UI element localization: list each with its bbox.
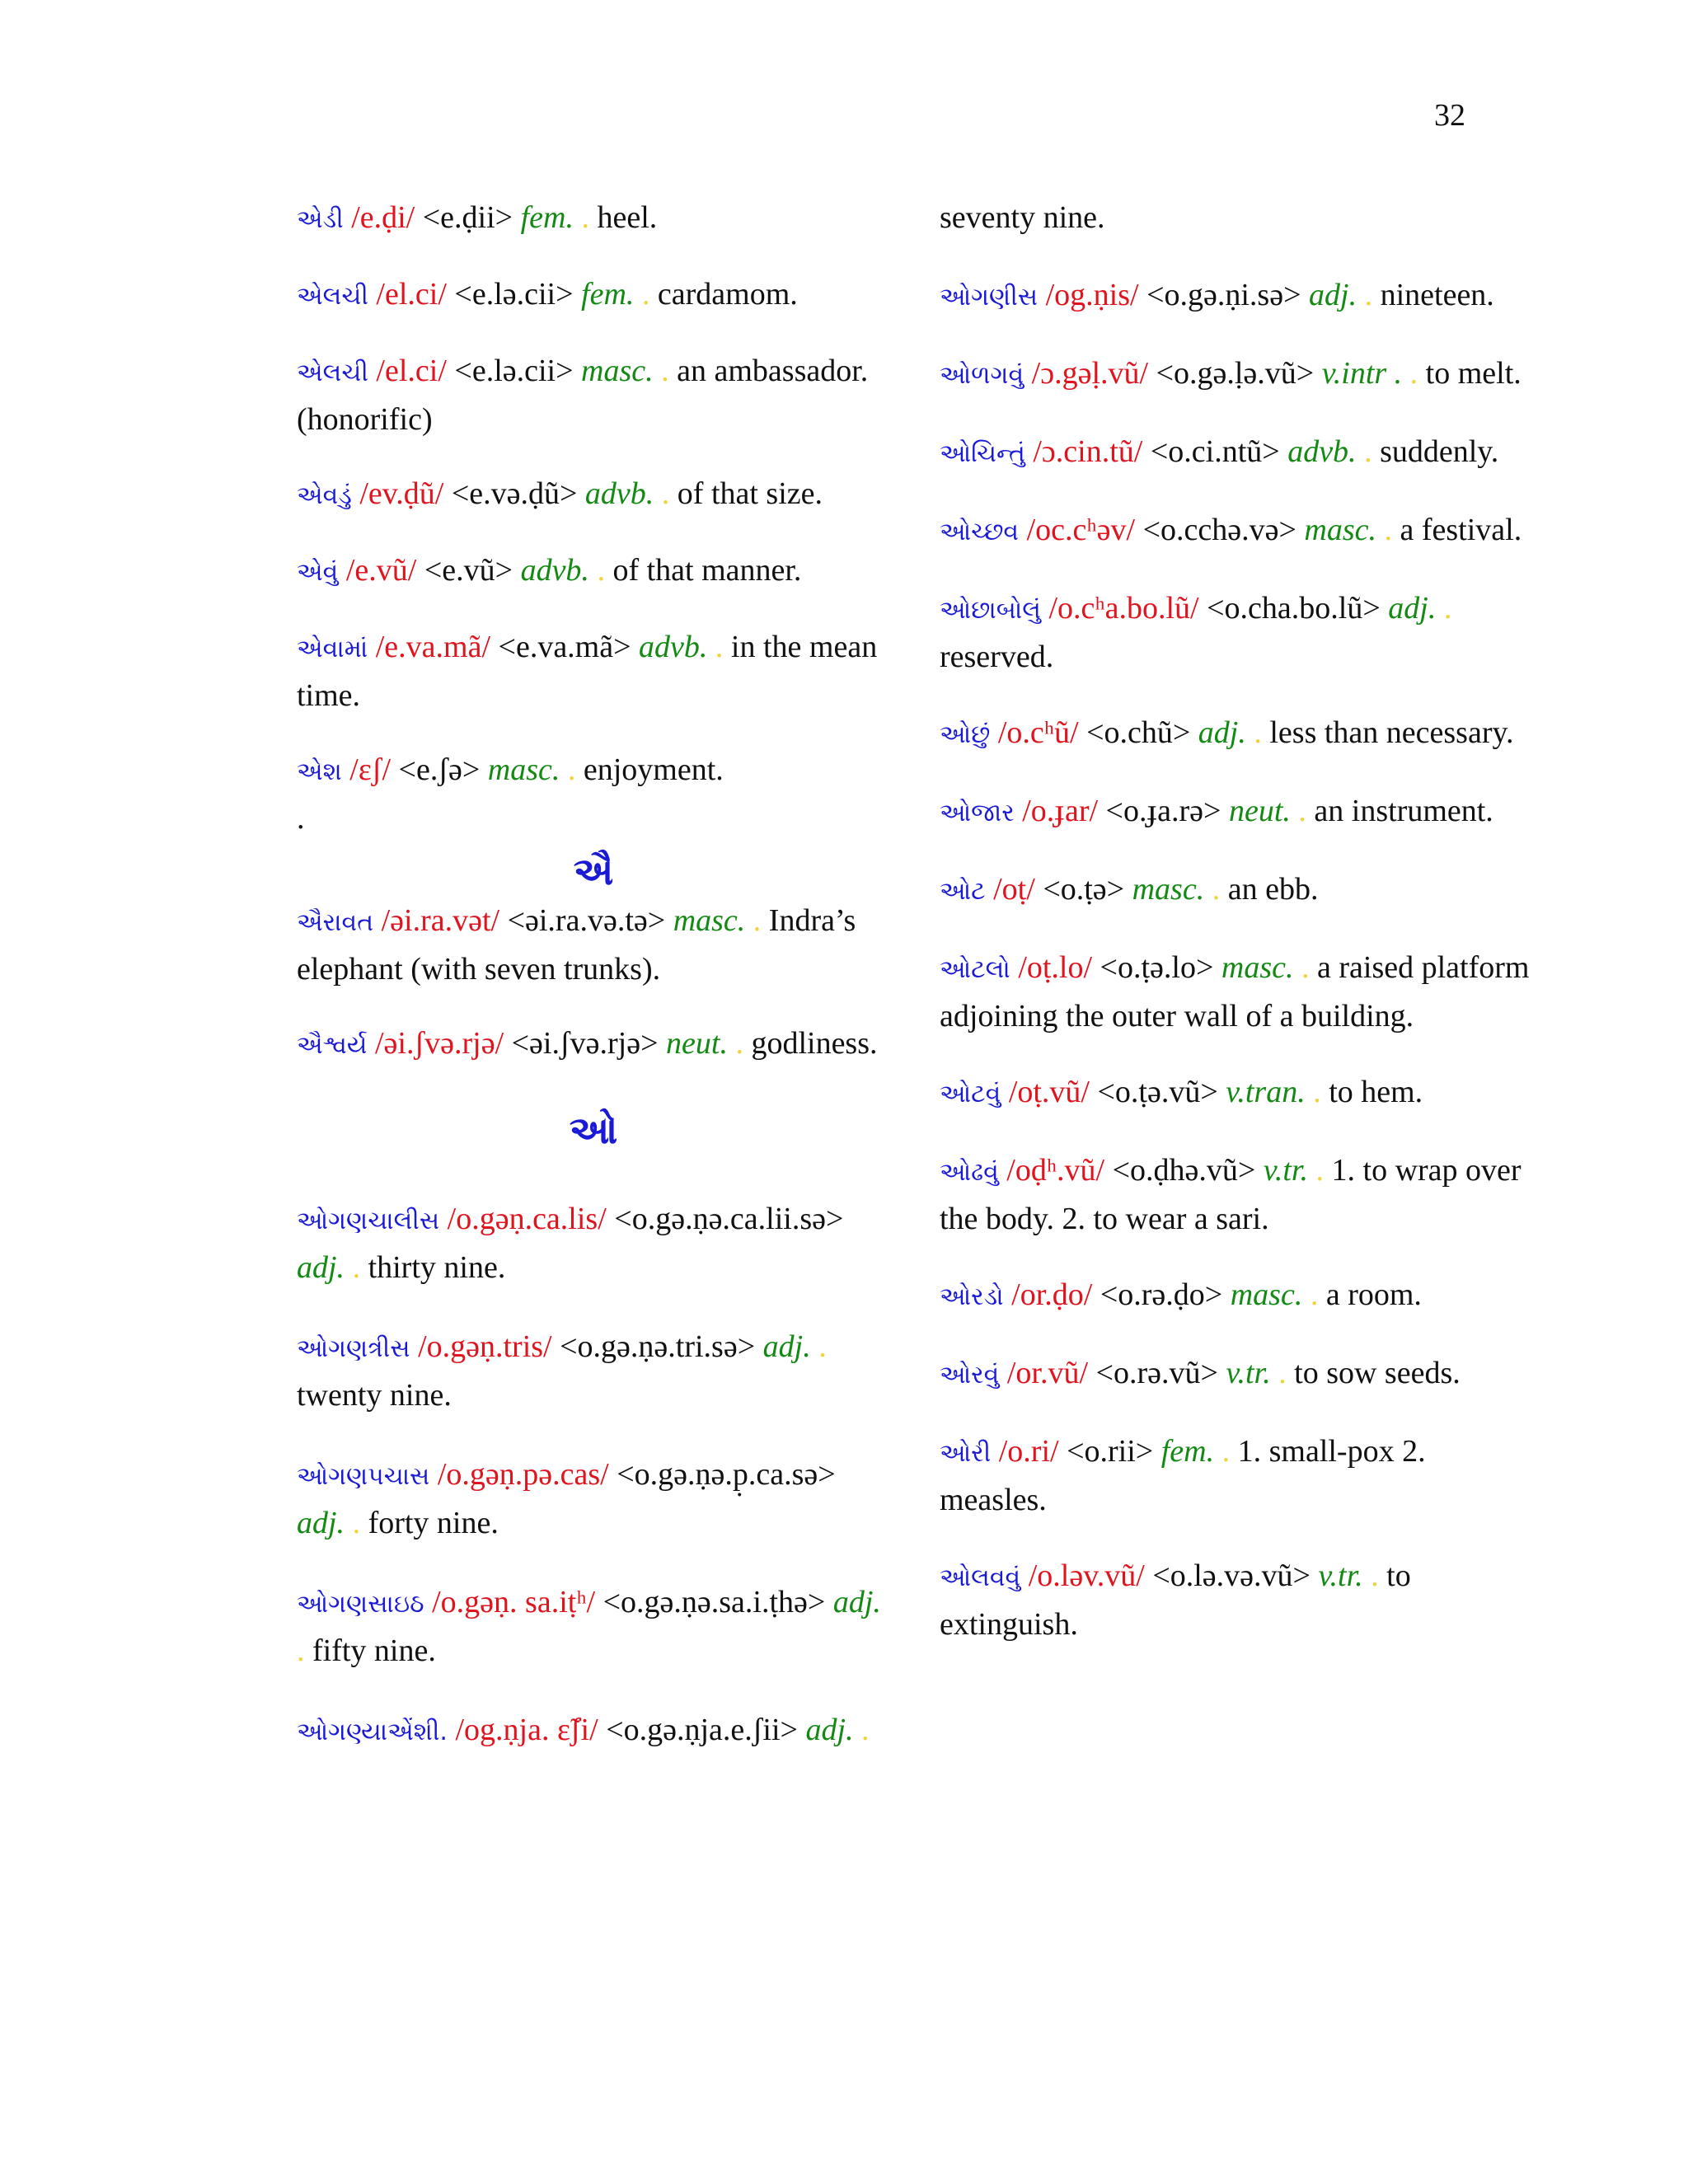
- transliteration: <o.cchə.və>: [1142, 513, 1296, 547]
- dictionary-entry: [297, 624, 890, 719]
- ai-entries: [297, 898, 890, 1069]
- definition: less than necessary.: [1269, 715, 1514, 750]
- transliteration: <o.gə.ṇi.sə>: [1146, 278, 1301, 312]
- part-of-speech: advb.: [1287, 434, 1357, 469]
- ipa-pronunciation: /og.ṇja. ɛ̃ʃi/: [455, 1713, 598, 1747]
- ipa-pronunciation: /oṭ/: [993, 872, 1035, 907]
- transliteration: <o.rii>: [1067, 1434, 1154, 1469]
- part-of-speech: neut.: [1228, 794, 1291, 828]
- definition: to extinguish.: [940, 1558, 1411, 1642]
- separator-dot: .: [352, 1250, 361, 1285]
- transliteration: <o.chũ>: [1086, 715, 1191, 750]
- part-of-speech: advb.: [639, 630, 708, 664]
- headword: ઓગણપચાસ: [297, 1462, 430, 1491]
- separator-dot: .: [1443, 591, 1452, 626]
- dictionary-entry: [940, 1147, 1533, 1242]
- part-of-speech: masc.: [1221, 950, 1294, 985]
- transliteration: <o.gə.ṇə.p̣.ca.sə>: [617, 1457, 836, 1492]
- separator-dot: .: [1212, 872, 1221, 907]
- transliteration: <o.gə.ṇə.tri.sə>: [560, 1329, 756, 1364]
- definition: nineteen.: [1380, 278, 1494, 312]
- definition: thirty nine.: [368, 1250, 506, 1285]
- separator-dot: .: [1254, 715, 1262, 750]
- headword: ઓટલો: [940, 955, 1010, 984]
- separator-dot: .: [297, 1633, 305, 1668]
- ipa-pronunciation: /oṭ.lo/: [1018, 950, 1093, 985]
- ipa-pronunciation: /el.ci/: [376, 354, 447, 388]
- stray-dot: .: [297, 801, 305, 836]
- headword: ઓજાર: [940, 799, 1015, 827]
- separator-dot: .: [661, 476, 670, 511]
- transliteration: <o.gə.ḷə.vũ>: [1156, 356, 1315, 391]
- separator-dot: .: [567, 752, 576, 787]
- transliteration: <o.gə.ṇə.sa.i.ṭhə>: [603, 1585, 826, 1619]
- transliteration: <e.ḍii>: [422, 200, 513, 235]
- dictionary-entry: [297, 1020, 890, 1069]
- dictionary-entry: [940, 1350, 1533, 1399]
- ipa-pronunciation: /o.ləv.vũ/: [1028, 1558, 1145, 1593]
- separator-dot: .: [1221, 1434, 1231, 1469]
- separator-dot: .: [1364, 278, 1373, 312]
- headword: ઓચિન્તું: [940, 439, 1025, 468]
- ipa-pronunciation: /ɛʃ/: [349, 752, 392, 787]
- headword: એડી: [297, 205, 344, 234]
- separator-dot: .: [352, 1506, 361, 1540]
- ipa-pronunciation: /o.ɟar/: [1022, 794, 1099, 828]
- separator-dot: .: [1313, 1075, 1321, 1109]
- headword: ઓઢવું: [940, 1158, 999, 1187]
- definition: to hem.: [1329, 1075, 1423, 1109]
- separator-dot: .: [818, 1329, 827, 1364]
- dictionary-entry: [940, 710, 1533, 758]
- definition: 1. small-pox 2. measles.: [940, 1434, 1426, 1517]
- dictionary-entry: [297, 747, 890, 795]
- headword: એલચી: [297, 282, 368, 311]
- definition: suddenly.: [1380, 434, 1499, 469]
- part-of-speech: masc.: [487, 752, 560, 787]
- separator-dot: .: [581, 200, 589, 235]
- part-of-speech: fem.: [520, 200, 574, 235]
- ipa-pronunciation: /e.va.mã/: [375, 630, 491, 664]
- definition: godliness.: [751, 1026, 878, 1061]
- separator-dot: .: [1409, 356, 1418, 391]
- ipa-pronunciation: /əi.ʃvə.rjə/: [374, 1026, 504, 1061]
- definition: cardamom.: [657, 277, 798, 312]
- dictionary-entry: [297, 271, 890, 320]
- headword: ઓચ્છવ: [940, 518, 1020, 546]
- dictionary-entry: [297, 1707, 890, 1755]
- dictionary-entry: [297, 1324, 890, 1418]
- definition: of that manner.: [612, 553, 802, 588]
- separator-dot: .: [1298, 794, 1306, 828]
- definition: enjoyment.: [583, 752, 724, 787]
- transliteration: <o.cha.bo.lũ>: [1207, 591, 1381, 626]
- dictionary-entry: [940, 272, 1533, 321]
- definition: heel.: [597, 200, 658, 235]
- ipa-pronunciation: /e.ḍi/: [351, 200, 415, 235]
- part-of-speech: masc.: [1304, 513, 1376, 547]
- dictionary-entry: [297, 547, 890, 596]
- continued-definition: seventy nine.: [940, 200, 1105, 235]
- transliteration: <o.lə.və.vũ>: [1152, 1558, 1311, 1593]
- dictionary-entry: [940, 350, 1533, 399]
- headword: ઓગણત્રીસ: [297, 1334, 410, 1363]
- dictionary-entry: [297, 1196, 890, 1291]
- transliteration: <e.və.ḍũ>: [451, 476, 578, 511]
- headword: એવડું: [297, 481, 352, 510]
- ipa-pronunciation: /og.ṇis/: [1045, 278, 1139, 312]
- dictionary-entry: [940, 1069, 1533, 1118]
- dictionary-entry: [297, 471, 890, 519]
- dictionary-entry: [940, 585, 1533, 680]
- separator-dot: .: [1315, 1153, 1325, 1188]
- headword: ઐરાવત: [297, 908, 374, 937]
- part-of-speech: adj.: [1198, 715, 1246, 750]
- headword: ઓછું: [940, 720, 991, 749]
- part-of-speech: adj.: [832, 1585, 881, 1619]
- dictionary-entry: [940, 1272, 1533, 1320]
- part-of-speech: advb.: [584, 476, 654, 511]
- transliteration: <o.gə.ṇja.e.ʃii>: [606, 1713, 798, 1747]
- headword: ઓરી: [940, 1439, 992, 1468]
- ipa-pronunciation: /ɔ.gəḷ.vũ/: [1031, 356, 1149, 391]
- transliteration: <o.gə.ṇə.ca.lii.sə>: [614, 1202, 844, 1236]
- part-of-speech: neut.: [666, 1026, 728, 1061]
- definition: in the mean time.: [297, 630, 878, 713]
- dictionary-entry: [297, 1579, 890, 1674]
- separator-dot: .: [861, 1713, 870, 1747]
- page-number: 32: [1434, 98, 1465, 133]
- definition: of that size.: [677, 476, 823, 511]
- ipa-pronunciation: /oc.cʰəv/: [1026, 513, 1136, 547]
- definition: forty nine.: [368, 1506, 499, 1540]
- part-of-speech: masc.: [581, 354, 654, 388]
- right-column: [940, 194, 1533, 1677]
- part-of-speech: v.intr .: [1321, 356, 1403, 391]
- definition: 1. to wrap over the body. 2. to wear a sari.: [940, 1153, 1522, 1236]
- transliteration: <o.ṭə.lo>: [1100, 950, 1214, 985]
- dictionary-entry: [297, 898, 890, 992]
- dictionary-entry: [297, 194, 890, 243]
- definition: an ebb.: [1227, 872, 1319, 907]
- headword: એલચી: [297, 359, 368, 387]
- transliteration: <e.vũ>: [424, 553, 513, 588]
- part-of-speech: masc.: [673, 903, 746, 938]
- headword: ઓછાબોલું: [940, 596, 1041, 625]
- part-of-speech: adj.: [1309, 278, 1357, 312]
- definition: a festival.: [1400, 513, 1522, 547]
- transliteration: <o.ci.ntũ>: [1150, 434, 1280, 469]
- part-of-speech: masc.: [1132, 872, 1205, 907]
- ipa-pronunciation: /or.vũ/: [1006, 1356, 1089, 1390]
- ipa-pronunciation: /ev.ḍũ/: [359, 476, 444, 511]
- o-entries: [297, 1196, 890, 1755]
- definition: an instrument.: [1314, 794, 1493, 828]
- headword: ઓગણસાઇઠ: [297, 1590, 424, 1619]
- headword: ઓરડો: [940, 1282, 1004, 1311]
- transliteration: <əi.ra.və.tə>: [507, 903, 666, 938]
- headword: ઓટ: [940, 877, 986, 906]
- separator-dot: .: [1301, 950, 1310, 985]
- right-entries: [940, 272, 1533, 1647]
- ipa-pronunciation: /o.gəṇ.tris/: [418, 1329, 552, 1364]
- dictionary-entry: [940, 944, 1533, 1039]
- dictionary-entry: [940, 866, 1533, 915]
- separator-dot: .: [715, 630, 724, 664]
- transliteration: <o.ḍhə.vũ>: [1112, 1153, 1256, 1188]
- ipa-pronunciation: /or.ḍo/: [1011, 1277, 1093, 1312]
- part-of-speech: advb.: [520, 553, 589, 588]
- part-of-speech: adj.: [805, 1713, 854, 1747]
- letter-heading-o: ઓ: [569, 1108, 618, 1152]
- transliteration: <e.va.mã>: [498, 630, 631, 664]
- transliteration: <əi.ʃvə.rjə>: [511, 1026, 659, 1061]
- transliteration: <o.rə.vũ>: [1095, 1356, 1218, 1390]
- separator-dot: .: [1310, 1277, 1319, 1312]
- headword: એવામાં: [297, 635, 368, 663]
- separator-dot: .: [1384, 513, 1392, 547]
- part-of-speech: masc.: [1230, 1277, 1303, 1312]
- transliteration: <o.ɟa.rə>: [1105, 794, 1221, 828]
- transliteration: <e.lə.cii>: [454, 354, 574, 388]
- ipa-pronunciation: /o.gəṇ.ca.lis/: [447, 1202, 607, 1236]
- headword: ઓગણ્યાએંશી.: [297, 1718, 448, 1746]
- dictionary-entry: [940, 1428, 1533, 1523]
- dictionary-entry: [297, 348, 890, 443]
- dictionary-entry: [297, 1451, 890, 1546]
- separator-dot: .: [753, 903, 762, 938]
- part-of-speech: fem.: [581, 277, 635, 312]
- headword: ઓગણચાલીસ: [297, 1207, 440, 1235]
- ipa-pronunciation: /o.gəṇ.pə.cas/: [437, 1457, 609, 1492]
- ipa-pronunciation: /o.ri/: [998, 1434, 1059, 1469]
- ipa-pronunciation: /o.gəṇ. sa.iṭʰ/: [432, 1585, 596, 1619]
- left-entries: [297, 194, 890, 795]
- transliteration: <o.ṭə>: [1043, 872, 1125, 907]
- part-of-speech: adj.: [297, 1506, 345, 1540]
- transliteration: <o.rə.ḍo>: [1100, 1277, 1223, 1312]
- dictionary-entry: [940, 1553, 1533, 1647]
- part-of-speech: v.tr.: [1226, 1356, 1271, 1390]
- separator-dot: .: [1371, 1558, 1379, 1593]
- part-of-speech: fem.: [1160, 1434, 1215, 1469]
- transliteration: <e.lə.cii>: [454, 277, 574, 312]
- definition: an ambassador. (honorific): [297, 354, 869, 437]
- dictionary-entry: [940, 788, 1533, 837]
- dictionary-entry: [940, 429, 1533, 477]
- ipa-pronunciation: /el.ci/: [376, 277, 447, 312]
- ipa-pronunciation: /ɔ.cin.tũ/: [1033, 434, 1143, 469]
- definition: a room.: [1325, 1277, 1422, 1312]
- part-of-speech: v.tr.: [1318, 1558, 1363, 1593]
- part-of-speech: adj.: [297, 1250, 345, 1285]
- part-of-speech: adj.: [1388, 591, 1437, 626]
- definition: fifty nine.: [312, 1633, 436, 1668]
- part-of-speech: adj.: [762, 1329, 811, 1364]
- transliteration: <o.ṭə.vũ>: [1097, 1075, 1218, 1109]
- definition: reserved.: [940, 640, 1054, 674]
- separator-dot: .: [1278, 1356, 1287, 1390]
- ipa-pronunciation: /əi.ra.vət/: [381, 903, 500, 938]
- definition: twenty nine.: [297, 1378, 452, 1413]
- letter-heading-ai: ઐ: [573, 849, 614, 893]
- ipa-pronunciation: /o.cʰa.bo.lũ/: [1048, 591, 1199, 626]
- part-of-speech: v.tran.: [1226, 1075, 1306, 1109]
- separator-dot: .: [597, 553, 605, 588]
- definition: Indra’s elephant (with seven trunks).: [297, 903, 856, 987]
- ipa-pronunciation: /e.vũ/: [345, 553, 417, 588]
- headword: ઓરવું: [940, 1361, 1000, 1390]
- separator-dot: .: [661, 354, 669, 388]
- headword: ઓટવું: [940, 1080, 1001, 1108]
- separator-dot: .: [1364, 434, 1372, 469]
- ipa-pronunciation: /oṭ.vũ/: [1008, 1075, 1090, 1109]
- ipa-pronunciation: /oḍʰ.vũ/: [1006, 1153, 1105, 1188]
- part-of-speech: v.tr.: [1263, 1153, 1309, 1188]
- headword: ઓગણીસ: [940, 283, 1039, 312]
- separator-dot: .: [641, 277, 650, 312]
- headword: એશ: [297, 757, 342, 786]
- dictionary-entry: [940, 507, 1533, 555]
- headword: ઐશ્વર્ય: [297, 1031, 368, 1060]
- definition: to sow seeds.: [1294, 1356, 1461, 1390]
- separator-dot: .: [735, 1026, 743, 1061]
- headword: ઓલવવું: [940, 1563, 1021, 1592]
- ipa-pronunciation: /o.cʰũ/: [997, 715, 1079, 750]
- definition: a raised platform adjoining the outer wall of a building.: [940, 950, 1530, 1033]
- definition: to melt.: [1425, 356, 1522, 391]
- left-column: [297, 194, 890, 1788]
- headword: એવું: [297, 558, 339, 587]
- transliteration: <e.ʃə>: [398, 752, 481, 787]
- headword: ઓળગવું: [940, 361, 1025, 390]
